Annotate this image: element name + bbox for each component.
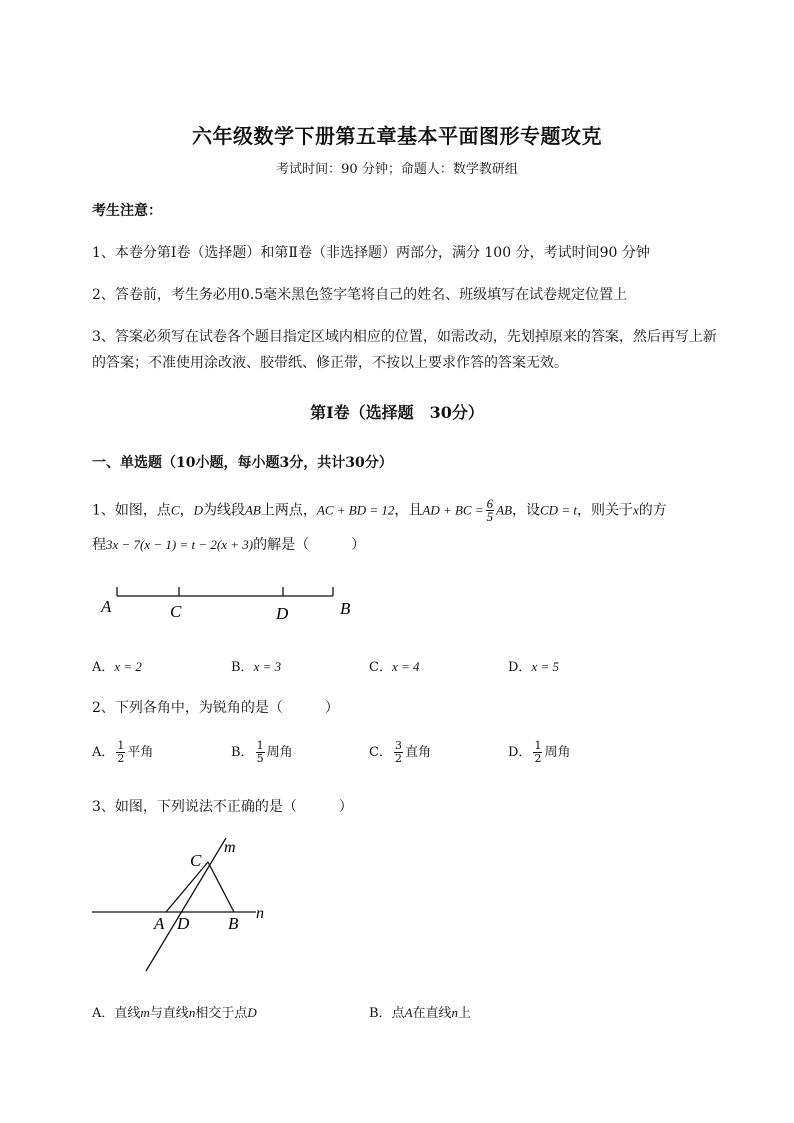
page-title: 六年级数学下册第五章基本平面图形专题攻克: [192, 124, 602, 148]
option-letter: C．: [369, 745, 392, 760]
notice-label: 考生注意：: [92, 203, 162, 219]
option-var-d: D: [247, 1005, 257, 1020]
q1-text: ，且: [394, 502, 423, 519]
segment-cb: [208, 862, 234, 912]
option-value: x = 3: [253, 659, 282, 674]
q3-option-a[interactable]: [92, 1002, 257, 1021]
q1-text: 的方: [638, 502, 667, 519]
option-var-n: n: [188, 1005, 196, 1020]
question-2: 2、下列各角中，为锐角的是（ ）: [92, 700, 339, 716]
q2-option-b[interactable]: [231, 740, 293, 765]
q1-text: 1、如图，点: [92, 502, 171, 519]
q1-option-b[interactable]: [231, 656, 281, 675]
option-text: 相交于点: [195, 1006, 248, 1021]
option-fraction: [533, 740, 542, 765]
option-value: x = 2: [114, 659, 142, 674]
q1-text: 上两点，: [260, 502, 317, 519]
label-a: A: [101, 597, 112, 616]
label-m: m: [224, 839, 236, 856]
option-value: x = 4: [391, 659, 420, 674]
segment-ca: [166, 862, 208, 912]
option-fraction: [116, 740, 125, 765]
fraction-denominator: 2: [534, 752, 542, 765]
option-word: 周角: [266, 745, 293, 760]
option-var-a: A: [404, 1005, 413, 1020]
option-text: 在直线: [412, 1006, 452, 1021]
label-d: D: [177, 914, 190, 933]
option-letter: B．: [231, 745, 254, 760]
q1-text: 程: [92, 537, 106, 553]
q1-equation-2-tail: AB: [496, 502, 513, 518]
q1-fraction-denominator: 5: [486, 509, 494, 524]
q1-variable: x: [632, 502, 639, 518]
question-3: 3、如图，下列说法不正确的是（ ）: [92, 799, 353, 815]
label-b: B: [340, 599, 351, 618]
q1-segment-ab: AB: [244, 502, 261, 518]
option-var-m: m: [140, 1005, 150, 1020]
notice-item-3: 3、答案必须写在试卷各个题目指定区域内相应的位置，如需改动，先划掉原来的答案，然后再写上新: [92, 329, 717, 345]
question-1-line-1: [92, 498, 667, 523]
option-fraction: [256, 740, 265, 765]
label-c: C: [170, 602, 182, 621]
fraction-numerator: 1: [534, 739, 542, 752]
fraction-numerator: 3: [394, 739, 402, 752]
option-letter: B．: [369, 1006, 392, 1021]
option-text: 点: [391, 1006, 405, 1021]
q1-fraction: [486, 498, 495, 523]
option-letter: A．: [92, 1006, 115, 1021]
q1-sep: ，: [179, 502, 194, 519]
option-word: 平角: [127, 745, 154, 760]
q2-option-c[interactable]: [369, 740, 431, 765]
option-letter: D．: [508, 745, 532, 760]
q1-text: ，设: [512, 502, 541, 519]
exam-info: 考试时间：90 分钟；命题人：数学教研组: [276, 162, 518, 177]
q1-equation-1: AC + BD = 12: [316, 502, 395, 518]
notice-item-3-cont: 的答案；不准使用涂改液、胶带纸、修正带，不按以上要求作答的答案无效。: [92, 355, 568, 371]
q1-fraction-numerator: 6: [486, 496, 494, 511]
fraction-denominator: 2: [394, 752, 402, 765]
q1-text: ，则关于: [576, 502, 633, 519]
fraction-numerator: 1: [256, 739, 264, 752]
part-title: 一、单选题（10小题，每小题3分，共计30分）: [92, 455, 393, 471]
option-letter: C．: [369, 660, 392, 675]
option-word: 周角: [544, 745, 571, 760]
option-text: 上: [458, 1006, 472, 1021]
q1-option-a[interactable]: [92, 656, 142, 675]
label-d: D: [276, 604, 289, 623]
q1-text: 的解是（ ）: [253, 537, 366, 553]
notice-item-1: 1、本卷分第Ⅰ卷（选择题）和第Ⅱ卷（非选择题）两部分，满分 100 分，考试时间90 分钟: [92, 245, 650, 261]
lines-figure: [88, 834, 278, 976]
q1-option-c[interactable]: [369, 656, 420, 675]
question-1-line-2: [92, 534, 365, 554]
q1-text: 为线段: [202, 502, 245, 519]
option-letter: A．: [92, 660, 115, 675]
option-fraction: [394, 740, 403, 765]
notice-item-2: 2、答卷前，考生务必用0.5毫米黑色签字笔将自己的姓名、班级填写在试卷规定位置上: [92, 287, 628, 303]
option-text: 与直线: [149, 1006, 189, 1021]
option-word: 直角: [404, 745, 431, 760]
q2-option-d[interactable]: [508, 740, 570, 765]
q1-option-d[interactable]: [508, 656, 559, 675]
q3-option-b[interactable]: [369, 1002, 471, 1021]
q1-equation-4: 3x − 7(x − 1) = t − 2(x + 3): [106, 537, 254, 552]
q1-equation-3: CD = t: [540, 502, 577, 518]
label-c: C: [190, 851, 202, 870]
label-n: n: [256, 905, 264, 922]
q1-equation-2: AD + BC =: [422, 502, 484, 518]
option-text: 直线: [114, 1006, 141, 1021]
q2-option-a[interactable]: [92, 740, 153, 765]
option-letter: D．: [508, 660, 532, 675]
fraction-numerator: 1: [117, 739, 125, 752]
label-a: A: [154, 914, 165, 933]
fraction-denominator: 5: [256, 752, 264, 765]
option-letter: A．: [92, 745, 115, 760]
section-title: 第Ⅰ卷（选择题 30分）: [310, 403, 484, 422]
fraction-denominator: 2: [117, 752, 125, 765]
segment-figure: [95, 582, 365, 632]
option-var-n: n: [451, 1005, 459, 1020]
q1-point-d: D: [193, 502, 203, 518]
q1-point-c: C: [170, 502, 180, 518]
option-letter: B．: [231, 660, 254, 675]
label-b: B: [228, 914, 239, 933]
line-m: [146, 838, 226, 971]
option-value: x = 5: [531, 659, 559, 674]
